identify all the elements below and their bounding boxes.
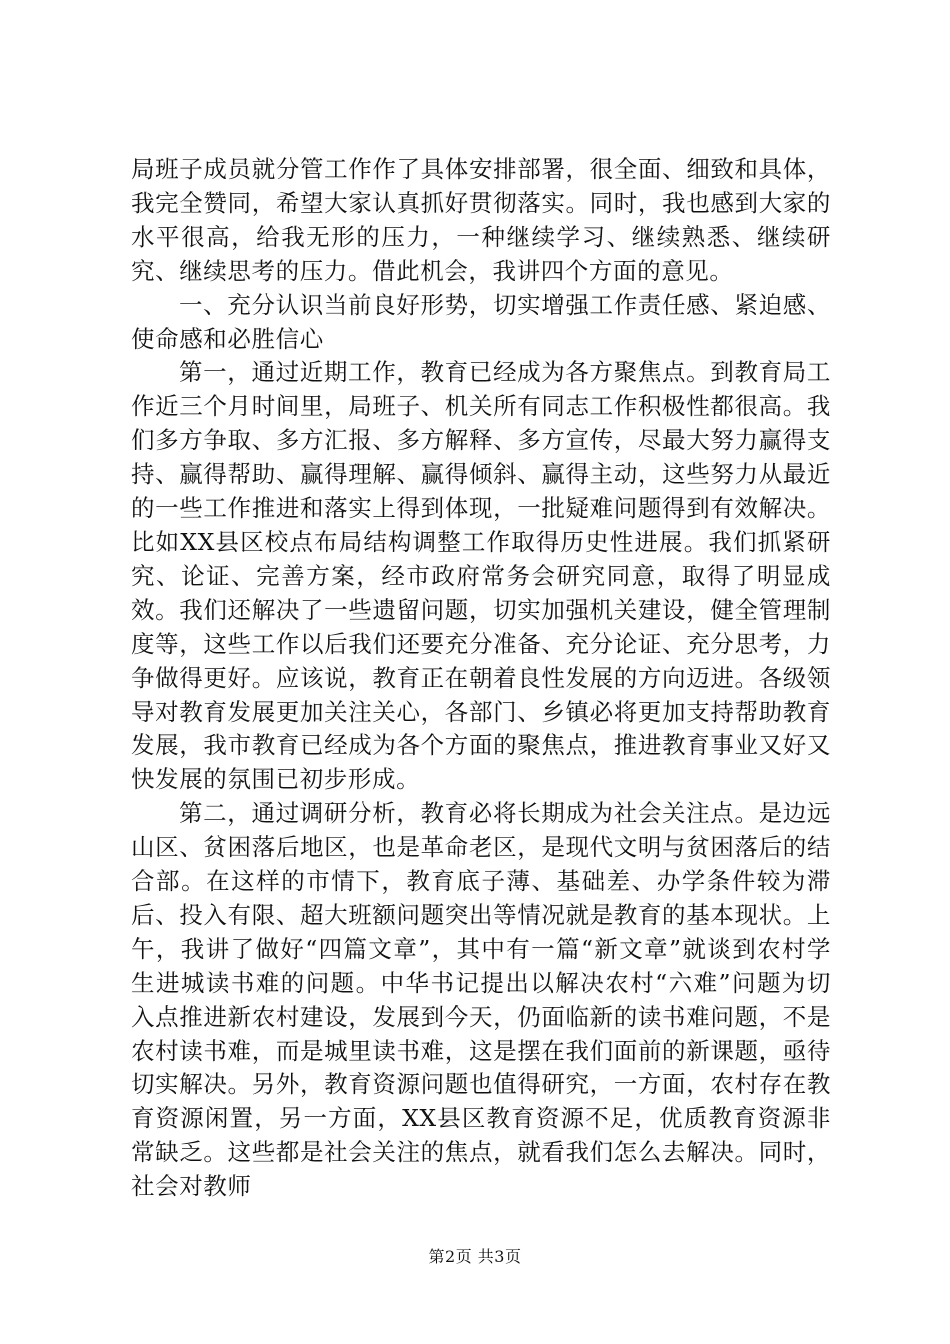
page-number-footer: 第2页 共3页 [428,1247,522,1266]
section-heading: 一、充分认识当前良好形势，切实增强工作责任感、紧迫感、使命感和必胜信心 [131,290,831,353]
paragraph-first-point: 第一，通过近期工作，教育已经成为各方聚焦点。到教育局工作近三个月时间里，局班子、机关所有同志工作积极性都很高。我们多方争取、多方汇报、多方解释、多方宣传，尽最大努力赢得支持、赢得帮助、赢得理解、赢得倾斜、赢得主动，这些努力从最近的一些工作推进和落实上得到体现，一批疑难问题得到有效解决。比如XX县区校点布局结构调整工作取得历史性进展。我们抓紧研究、论证、完善方案，经市政府常务会研究同意，取得了明显成效。我们还解决了一些遗留问题，切实加强机关建设，健全管理制度等，这些工作以后我们还要充分准备、充分论证、充分思考，力争做得更好。应该说，教育正在朝着良性发展的方向迈进。各级领导对教育发展更加关注关心，各部门、乡镇必将更加支持帮助教育发展，我市教育已经成为各个方面的聚焦点，推进教育事业又好又快发展的氛围已初步形成。 [131,358,831,794]
document-body [131,153,831,1204]
paragraph-continuation: 局班子成员就分管工作作了具体安排部署，很全面、细致和具体，我完全赞同，希望大家认真抓好贯彻落实。同时，我也感到大家的水平很高，给我无形的压力，一种继续学习、继续熟悉、继续研究、继续思考的压力。借此机会，我讲四个方面的意见。 [131,155,831,285]
paragraph-second-point: 第二，通过调研分析，教育必将长期成为社会关注点。是边远山区、贫困落后地区，也是革命老区，是现代文明与贫困落后的结合部。在这样的市情下，教育底子薄、基础差、办学条件较为滞后、投入有限、超大班额问题突出等情况就是教育的基本现状。上午，我讲了做好“四篇文章”，其中有一篇“新文章”就谈到农村学生进城读书难的问题。中华书记提出以解决农村“六难”问题为切入点推进新农村建设，发展到今天，仍面临新的读书难问题，不是农村读书难，而是城里读书难，这是摆在我们面前的新课题，亟待切实解决。另外，教育资源问题也值得研究，一方面，农村存在教育资源闲置，另一方面，XX县区教育资源不足，优质教育资源非常缺乏。这些都是社会关注的焦点，就看我们怎么去解决。同时，社会对教师 [131,799,831,1201]
